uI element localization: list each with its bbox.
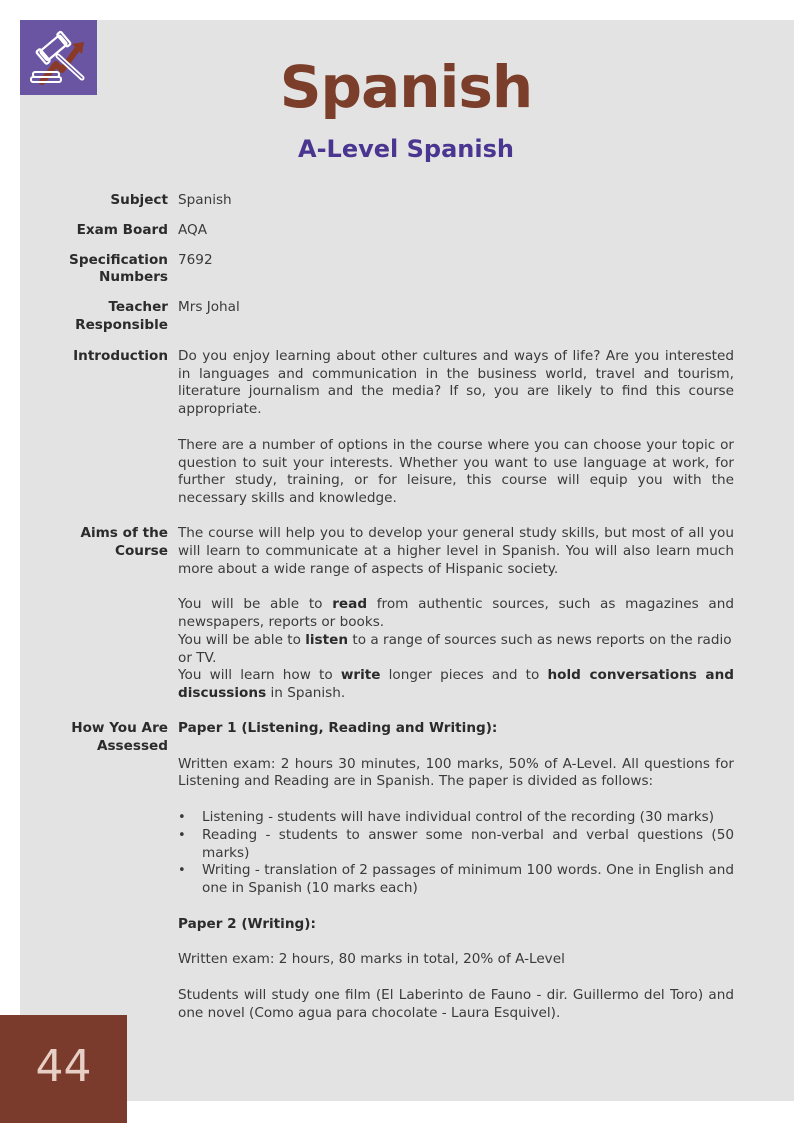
intro-paragraph: There are a number of options in the course where you can choose your topic or question to suit your interests. Whether you want to use language at work, for further study, training, or for leisure, this course will equip you with the necessary skills and knowledge. bbox=[178, 436, 734, 507]
text: to a range of sources such as news reports on the radio or TV. bbox=[178, 631, 732, 666]
paper1-heading bbox=[178, 720, 734, 738]
paper2-study: Students will study one film (El Laberinto de Fauno - dir. Guillermo del Toro) and one novel (Como agua para chocolate - Laura Esquivel). bbox=[178, 986, 734, 1021]
page-number: 44 bbox=[0, 1015, 127, 1123]
field-label-line: Responsible bbox=[75, 316, 168, 333]
field-label bbox=[0, 252, 168, 288]
field-specification bbox=[0, 252, 794, 288]
section-label: Introduction bbox=[73, 347, 168, 364]
emphasis-listen: listen bbox=[305, 631, 349, 648]
paper2-description: Written exam: 2 hours, 80 marks in total, 20% of A-Level bbox=[178, 951, 565, 968]
section-body bbox=[178, 525, 734, 703]
bullet-item: • Writing - translation of 2 passages of minimum 100 words. One in English and one in Spanish (10 marks each) bbox=[178, 862, 734, 898]
field-value: Mrs Johal bbox=[178, 299, 240, 316]
field-subject bbox=[0, 192, 794, 210]
text: longer pieces and to bbox=[380, 667, 548, 684]
bullet-item: • Reading - students to answer some non-verbal and verbal questions (50 marks) bbox=[178, 827, 734, 863]
page-title: Spanish bbox=[279, 53, 533, 121]
field-label bbox=[0, 299, 168, 335]
text: You will be able to bbox=[178, 631, 306, 648]
section-aims bbox=[0, 525, 794, 703]
bullet-item: • Listening - students will have individual control of the recording (30 marks) bbox=[178, 809, 734, 827]
paper1-description: Written exam: 2 hours 30 minutes, 100 marks, 50% of A-Level. All questions for Listening and Reading are in Spanish. The paper is divided as follows: bbox=[178, 755, 734, 790]
section-body bbox=[178, 720, 734, 1023]
paper1-bullets bbox=[178, 809, 734, 898]
paper2-heading-text: Paper 2 (Writing): bbox=[178, 915, 316, 932]
field-label: Exam Board bbox=[76, 221, 168, 238]
section-label bbox=[0, 720, 168, 1023]
emphasis-read: read bbox=[332, 596, 368, 613]
text: from authentic sources, such as magazines and newspapers, reports or books. bbox=[178, 596, 734, 630]
section-label-line: Assessed bbox=[96, 737, 168, 754]
text: You will learn how to bbox=[178, 667, 341, 684]
field-label-line: Teacher bbox=[108, 299, 168, 316]
field-value: 7692 bbox=[178, 251, 213, 268]
emphasis-conversations: hold conversations and discussions bbox=[178, 667, 735, 702]
field-value: Spanish bbox=[178, 192, 232, 208]
text: You will be able to bbox=[178, 596, 333, 613]
field-label-line: Specification bbox=[69, 251, 168, 268]
text: in Spanish. bbox=[266, 685, 346, 702]
intro-paragraph: Do you enjoy learning about other cultures and ways of life? Are you interested in languages and communication in the business world, travel and tourism, literature journalism and the media? If so, you are likely to find this course appropriate. bbox=[178, 347, 734, 418]
section-introduction bbox=[0, 348, 794, 508]
aims-read bbox=[178, 596, 734, 632]
section-label-line: Aims of the bbox=[80, 524, 168, 541]
aims-paragraph: The course will help you to develop your general study skills, but most of all you will learn to communicate at a higher level in Spanish. You will also learn much more about a wide range of aspects of Hispanic society. bbox=[178, 524, 734, 577]
section-body bbox=[178, 348, 734, 508]
emphasis-write: write bbox=[340, 667, 381, 684]
field-label: Subject bbox=[110, 192, 168, 208]
aims-listen bbox=[178, 632, 734, 668]
page-subtitle: A-Level Spanish bbox=[298, 135, 514, 163]
section-label bbox=[0, 525, 168, 703]
aims-write bbox=[178, 667, 734, 703]
section-assessment bbox=[0, 720, 794, 1023]
paper2-heading bbox=[178, 916, 734, 934]
field-teacher bbox=[0, 299, 794, 335]
course-details bbox=[0, 192, 794, 1022]
section-label-line: Course bbox=[114, 542, 168, 559]
field-label-line: Numbers bbox=[99, 269, 168, 286]
field-value: AQA bbox=[178, 221, 208, 238]
field-exam-board bbox=[0, 222, 794, 240]
paper1-heading-text: Paper 1 (Listening, Reading and Writing): bbox=[178, 719, 498, 736]
section-label-line: How You Are bbox=[71, 719, 168, 736]
